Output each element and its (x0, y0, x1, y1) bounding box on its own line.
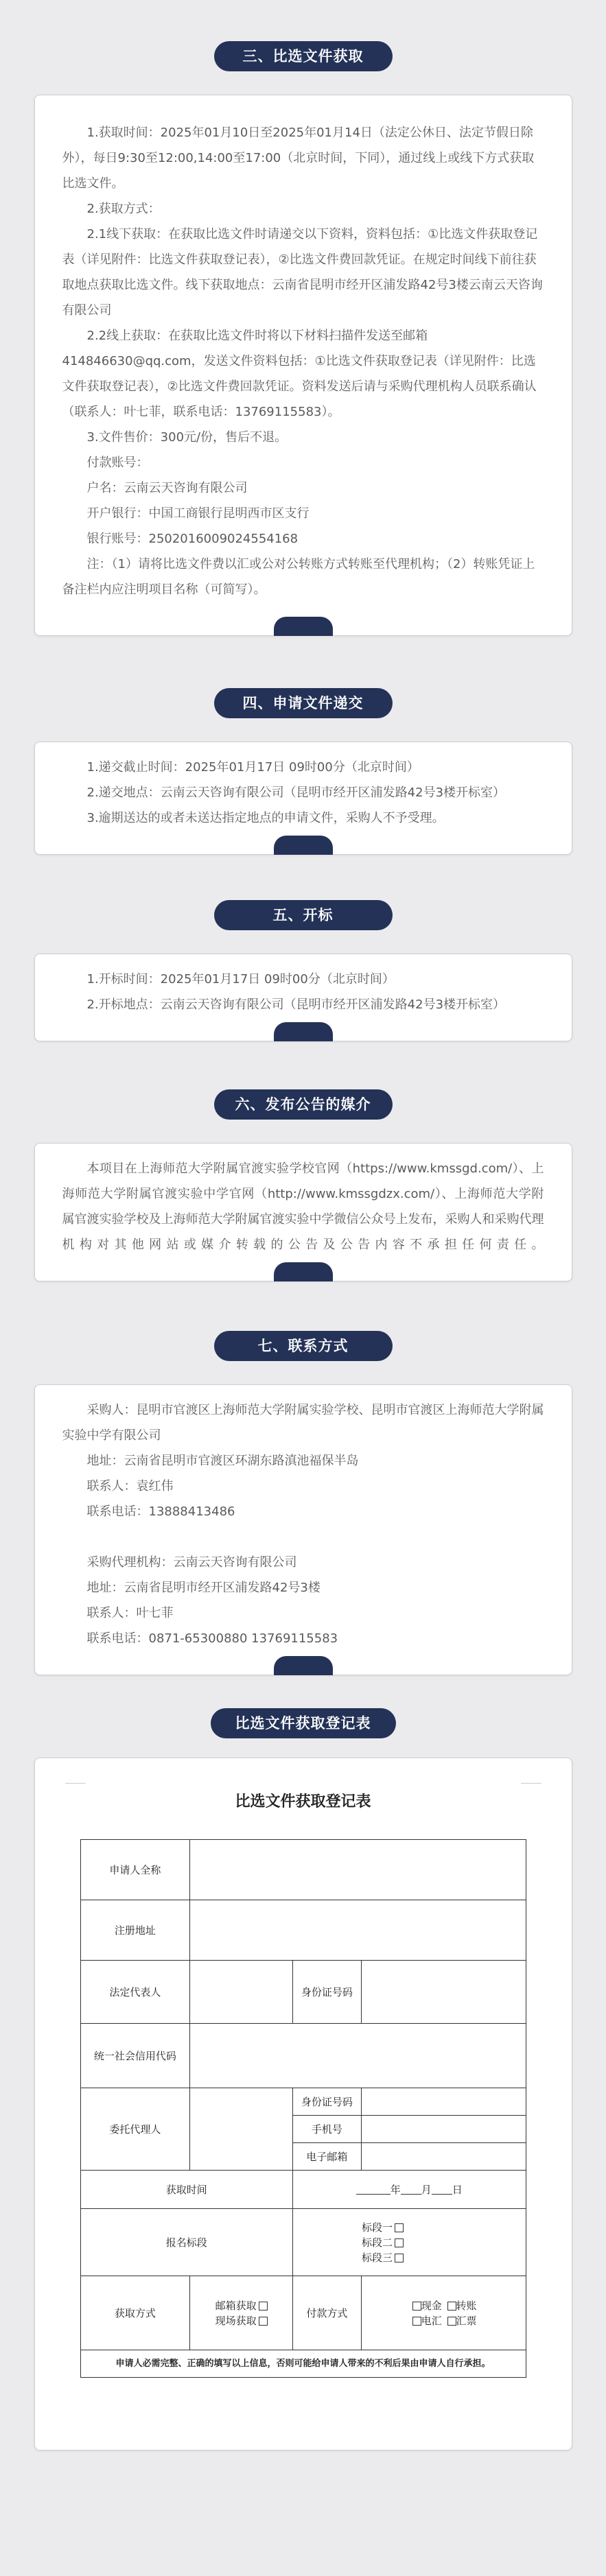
section-title: 五、开标 (214, 900, 393, 930)
form-card (34, 1758, 572, 2450)
field-pay-method (361, 2276, 526, 2350)
paragraph: 采购代理机构：云南云天咨询有限公司 (86, 1555, 297, 1570)
label-id: 身份证号码 (292, 1961, 361, 2024)
year-label: 年 (390, 2183, 401, 2196)
label-agent: 委托代理人 (80, 2088, 190, 2171)
form-note: 申请人必需完整、正确的填写以上信息，否则可能给申请人带来的不利后果由申请人自行承担。 (80, 2350, 526, 2378)
field-get-method (190, 2276, 293, 2350)
registration-table (80, 1839, 526, 2378)
option-label: 电汇 (421, 2314, 442, 2327)
paragraph: 2.2线上获取：在获取比选文件时将以下材料扫描件发送至邮箱414846630@qq.com，发送文件资料包括：①比选文件获取登记表（详见附件：比选文件获取登记表），②比选文件费回款凭证。资料发送后请与采购代理机构人员联系确认（联系人：叶七菲，联系电话：13769115583）。 (62, 329, 537, 419)
paragraph: 2.递交地点：云南云天咨询有限公司（昆明市经开区浦发路42号3楼开标室） (86, 785, 506, 800)
section-title: 六、发布公告的媒介 (214, 1089, 393, 1120)
section-3 (0, 0, 606, 636)
paragraph: 本项目在上海师范大学附属官渡实验学校官网（https://www.kmssgd.com/）、上海师范大学附属官渡实验中学官网（http://www.kmssgdzx.com/）、上海师范大学附属官渡实验学校及上海师范大学附属官渡实验中学微信公众号上发布，采购人和采购代理机构对其他网站或媒介转载的公告及公告内容不承担任何责任。 (62, 1161, 544, 1252)
paragraph: 3.文件售价：300元/份，售后不退。 (86, 430, 288, 445)
section-card (34, 1143, 572, 1281)
section-title: 七、联系方式 (214, 1331, 393, 1361)
paragraph: 付款账号： (86, 456, 149, 470)
card-tab (274, 617, 333, 636)
option-label: 标段一 (361, 2221, 393, 2234)
paragraph: 采购人：昆明市官渡区上海师范大学附属实验学校、昆明市官渡区上海师范大学附属实验中学有限公司 (62, 1403, 544, 1443)
option-label: 邮箱获取 (215, 2299, 257, 2312)
section-4 (0, 636, 606, 855)
card-tab (274, 836, 333, 855)
paragraph: 联系人：叶七菲 (86, 1606, 174, 1620)
paragraph: 开户银行：中国工商银行昆明西市区支行 (86, 506, 310, 521)
label-applicant: 申请人全称 (80, 1840, 190, 1900)
label-agent-id: 身份证号码 (292, 2088, 361, 2116)
paragraph: 联系电话：0871-65300880 13769115583 (86, 1631, 338, 1646)
label-credit-code: 统一社会信用代码 (80, 2024, 190, 2088)
checkbox-wire[interactable] (412, 2317, 421, 2326)
label-legal-rep: 法定代表人 (80, 1961, 190, 2024)
paragraph: 2.获取方式： (86, 202, 161, 216)
section-5 (0, 855, 606, 1041)
divider (65, 1783, 86, 1784)
form-title: 比选文件获取登记表 (235, 1793, 371, 1810)
paragraph: 1.递交截止时间：2025年01月17日 09时00分（北京时间） (86, 760, 419, 775)
section-6 (0, 1041, 606, 1281)
paragraph: 2.开标地点：云南云天咨询有限公司（昆明市经开区浦发路42号3楼开标室） (86, 997, 506, 1012)
label-bid-section: 报名标段 (80, 2209, 292, 2276)
card-tab (274, 1022, 333, 1041)
section-title: 三、比选文件获取 (214, 41, 393, 71)
spacer (62, 1524, 544, 1550)
field-agent-id[interactable] (361, 2088, 526, 2116)
label-get-time: 获取时间 (80, 2171, 292, 2209)
field-agent[interactable] (190, 2088, 293, 2171)
checkbox[interactable] (395, 2254, 404, 2262)
month-label: 月 (421, 2183, 432, 2196)
section-form (0, 1675, 606, 2450)
label-email: 电子邮箱 (292, 2143, 361, 2171)
checkbox-transfer[interactable] (447, 2302, 456, 2311)
option-section-3[interactable] (362, 2250, 523, 2265)
paragraph: 3.逾期送达的或者未送达指定地点的申请文件，采购人不予受理。 (86, 811, 445, 825)
option-label: 标段二 (361, 2236, 393, 2249)
paragraph: 户名：云南云天咨询有限公司 (86, 481, 248, 495)
day-blank (432, 2185, 452, 2195)
section-card (34, 95, 572, 636)
divider (521, 1783, 541, 1784)
card-tab (274, 1656, 333, 1675)
option-label: 汇票 (456, 2314, 477, 2327)
field-get-time[interactable] (292, 2171, 526, 2209)
option-onsite[interactable] (193, 2313, 290, 2328)
field-legal-rep[interactable] (190, 1961, 293, 2024)
field-credit-code[interactable] (190, 2024, 526, 2088)
option-label: 转账 (456, 2299, 477, 2312)
section-title: 比选文件获取登记表 (211, 1708, 396, 1738)
section-card (34, 954, 572, 1041)
month-blank (401, 2185, 421, 2195)
paragraph: 地址：云南省昆明市官渡区环湖东路滇池福保半岛 (86, 1454, 359, 1468)
pay-row-2 (364, 2313, 523, 2328)
option-label: 现场获取 (215, 2314, 257, 2327)
field-bid-section (292, 2209, 526, 2276)
label-pay-method: 付款方式 (292, 2276, 361, 2350)
checkbox[interactable] (395, 2223, 404, 2232)
field-id[interactable] (361, 1961, 526, 2024)
paragraph: 联系人：袁红伟 (86, 1479, 174, 1493)
year-blank (356, 2185, 391, 2195)
paragraph: 1.开标时间：2025年01月17日 09时00分（北京时间） (86, 972, 395, 986)
card-tab (274, 1262, 333, 1281)
section-card (34, 1384, 572, 1675)
option-label: 现金 (421, 2299, 442, 2312)
checkbox[interactable] (259, 2302, 268, 2311)
checkbox-draft[interactable] (447, 2317, 456, 2326)
option-mail[interactable] (193, 2298, 290, 2313)
field-address[interactable] (190, 1900, 526, 1961)
label-address: 注册地址 (80, 1900, 190, 1961)
option-label: 标段三 (361, 2251, 393, 2264)
checkbox[interactable] (395, 2238, 404, 2247)
paragraph: 联系电话：13888413486 (86, 1504, 235, 1519)
label-phone: 手机号 (292, 2116, 361, 2143)
field-phone[interactable] (361, 2116, 526, 2143)
section-card (34, 742, 572, 855)
option-section-2[interactable] (362, 2235, 523, 2250)
section-7 (0, 1281, 606, 1675)
paragraph: 银行账号：2502016009024554168 (86, 532, 299, 546)
field-applicant[interactable] (190, 1840, 526, 1900)
paragraph: 2.1线下获取：在获取比选文件时请递交以下资料，资料包括：①比选文件获取登记表（详见附件：比选文件获取登记表），②比选文件费回款凭证。在规定时间线下前往获取地点获取比选文件。线下获取地点：云南省昆明市经开区浦发路42号3楼云南云天咨询有限公司 (62, 227, 543, 318)
day-label: 日 (452, 2183, 463, 2196)
section-title: 四、申请文件递交 (214, 688, 393, 718)
paragraph: 注：（1）请将比选文件费以汇或公对公转账方式转账至代理机构；（2）转账凭证上备注栏内应注明项目名称（可简写）。 (62, 557, 535, 597)
label-get-method: 获取方式 (80, 2276, 190, 2350)
option-section-1[interactable] (362, 2220, 523, 2235)
checkbox[interactable] (259, 2317, 268, 2326)
paragraph: 地址：云南省昆明市经开区浦发路42号3楼 (86, 1581, 321, 1595)
checkbox-cash[interactable] (412, 2302, 421, 2311)
paragraph: 1.获取时间：2025年01月10日至2025年01月14日（法定公休日、法定节假日除外），每日9:30至12:00,14:00至17:00（北京时间，下同），通过线上或线下方式获取比选文件。 (62, 126, 535, 191)
field-email[interactable] (361, 2143, 526, 2171)
pay-row-1 (364, 2298, 523, 2313)
